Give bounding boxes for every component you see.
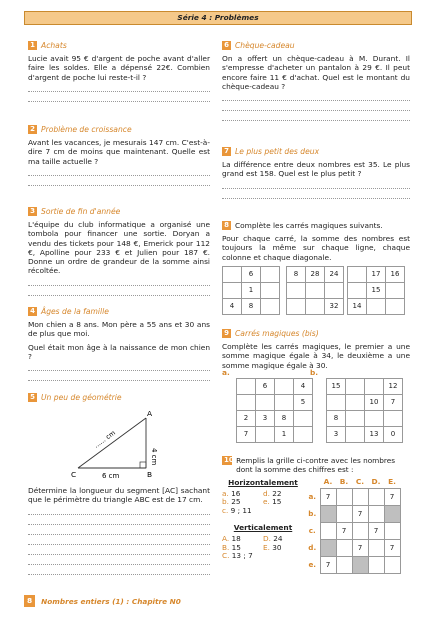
empty-cell[interactable]: [223, 282, 242, 298]
exercise-number: 6: [222, 41, 231, 50]
answer-line[interactable]: [28, 525, 210, 535]
empty-cell[interactable]: [287, 282, 306, 298]
answer-line[interactable]: [28, 92, 210, 102]
given-cell: 7: [384, 488, 400, 505]
clue-key: A.: [222, 534, 230, 544]
empty-cell[interactable]: [367, 298, 386, 314]
empty-cell[interactable]: [365, 410, 384, 426]
empty-cell[interactable]: [306, 282, 325, 298]
row-label: d.: [308, 543, 317, 552]
blocked-cell: [352, 556, 368, 573]
triangle-figure: [28, 404, 210, 482]
square-row: [237, 378, 313, 394]
clue-value: 15: [269, 497, 282, 507]
empty-cell[interactable]: [365, 378, 384, 394]
row-label: c.: [308, 526, 316, 535]
exercise-text: Pour chaque carré, la somme des nombres est toujours la même sur chaque ligne, chaque colonne et chaque diagonale.: [222, 234, 410, 262]
clue-value: 16: [228, 489, 241, 498]
empty-cell[interactable]: [348, 282, 367, 298]
clue: [263, 498, 304, 506]
answer-line[interactable]: [28, 286, 210, 296]
answer-line[interactable]: [28, 555, 210, 565]
empty-cell[interactable]: [346, 394, 365, 410]
exercise-6: [222, 40, 410, 121]
empty-cell[interactable]: [320, 522, 336, 539]
empty-cell[interactable]: [336, 539, 352, 556]
grid-row: [308, 522, 400, 539]
chapter-title: Nombres entiers (1) : Chapitre N0: [41, 596, 181, 606]
given-cell: 4: [294, 378, 313, 394]
square-row: [237, 394, 313, 410]
square-row: [287, 298, 344, 314]
exercise-number: 2: [28, 125, 37, 134]
given-cell: 7: [237, 426, 256, 442]
clue-key: C.: [222, 551, 230, 561]
label-b: b.: [310, 367, 319, 377]
empty-cell[interactable]: [294, 426, 313, 442]
exercise-title: Un peu de géométrie: [41, 392, 122, 402]
exercise-8: [222, 220, 410, 326]
magic-squares-row: [222, 266, 410, 326]
empty-cell[interactable]: [348, 266, 367, 282]
clue: [263, 507, 304, 515]
empty-cell[interactable]: [346, 410, 365, 426]
exercise-number: 7: [222, 147, 231, 156]
given-cell: 7: [320, 556, 336, 573]
horizontal-clues-title: Horizontalement: [228, 478, 298, 487]
answer-line[interactable]: [28, 515, 210, 525]
clue: [263, 552, 304, 560]
vertical-clues: [222, 535, 304, 560]
given-cell: 1: [275, 426, 294, 442]
magic-square-a: [236, 378, 313, 443]
empty-cell[interactable]: [368, 556, 384, 573]
clue: [222, 507, 263, 515]
given-cell: 13: [365, 426, 384, 442]
square-row: [223, 282, 280, 298]
crossnumber-grid: [308, 476, 401, 574]
empty-cell[interactable]: [237, 378, 256, 394]
right-angle-mark: [140, 462, 146, 468]
answer-line[interactable]: [28, 545, 210, 555]
square-row: [327, 426, 403, 442]
clue-key: D.: [263, 534, 271, 544]
given-cell: 1: [242, 282, 261, 298]
blocked-cell: [320, 539, 336, 556]
empty-cell[interactable]: [346, 426, 365, 442]
exercise-7: [222, 146, 410, 199]
clue-key: c.: [222, 505, 229, 515]
empty-cell[interactable]: [223, 266, 242, 282]
given-cell: 7: [384, 539, 400, 556]
empty-cell[interactable]: [346, 378, 365, 394]
square-row: [348, 266, 405, 282]
given-cell: 5: [294, 394, 313, 410]
empty-cell[interactable]: [306, 298, 325, 314]
empty-cell[interactable]: [294, 410, 313, 426]
grid-row: [308, 505, 400, 522]
empty-cell[interactable]: [325, 282, 344, 298]
exercise-number: 9: [222, 329, 231, 338]
empty-cell[interactable]: [336, 556, 352, 573]
exercise-title: Sortie de fin d'année: [41, 206, 121, 216]
row-label: e.: [308, 560, 317, 569]
clue-value: 9 ; 11: [228, 505, 252, 515]
empty-cell[interactable]: [386, 282, 405, 298]
answer-line[interactable]: [222, 101, 410, 111]
clue-key: a.: [222, 489, 229, 498]
column-label: C.: [355, 477, 365, 487]
clue: [263, 544, 304, 552]
label-a: a.: [222, 367, 230, 377]
exercise-text: Mon chien a 8 ans. Mon père a 55 ans et 30 ans de plus que moi.: [28, 320, 210, 339]
given-cell: 12: [384, 378, 403, 394]
answer-line[interactable]: [28, 535, 210, 545]
empty-cell[interactable]: [368, 505, 384, 522]
square-row: [237, 426, 313, 442]
column-label: A.: [323, 477, 333, 487]
empty-cell[interactable]: [386, 298, 405, 314]
given-cell: 3: [256, 410, 275, 426]
given-cell: 15: [367, 282, 386, 298]
blocked-cell: [384, 505, 400, 522]
exercise-title: Carrés magiques (bis): [235, 328, 319, 338]
clue-value: 22: [269, 489, 282, 498]
clue-key: B.: [222, 542, 230, 552]
empty-cell[interactable]: [352, 522, 368, 539]
answer-line[interactable]: [28, 565, 210, 575]
exercise-question: Quel était mon âge à la naissance de mon chien ?: [28, 342, 210, 361]
given-cell: 7: [352, 505, 368, 522]
exercise-text: L'équipe du club informatique a organisé une tombola pour financer une sortie. Doryan a vendu des tickets pour 148 €, Emerick pour 112 €, Apolline pour 233 € et Julien pour 187 €. Donne un ordre de grandeur de la somme ainsi récoltée.: [28, 220, 210, 276]
vertex-b-label: B: [147, 470, 153, 479]
exercise-title: Chèque-cadeau: [235, 40, 295, 50]
given-cell: 7: [384, 394, 403, 410]
given-cell: 4: [223, 298, 242, 314]
answer-line[interactable]: [28, 166, 210, 176]
magic-square-b: [326, 378, 403, 443]
exercise-2: [28, 124, 210, 186]
given-cell: 0: [384, 426, 403, 442]
empty-cell[interactable]: [352, 488, 368, 505]
given-cell: 8: [242, 298, 261, 314]
clue-value: 30: [269, 542, 282, 552]
answer-line[interactable]: [28, 371, 210, 381]
answer-line[interactable]: [222, 91, 410, 101]
empty-cell[interactable]: [261, 298, 280, 314]
given-cell: 16: [386, 266, 405, 282]
given-cell: 6: [242, 266, 261, 282]
vertex-c-label: C: [71, 470, 77, 479]
empty-cell[interactable]: [368, 488, 384, 505]
square-row: [348, 282, 405, 298]
crossnumber-area: [222, 474, 410, 594]
clue-key: b.: [222, 497, 229, 507]
magic-squares-bis-row: [222, 367, 410, 452]
square-row: [223, 266, 280, 282]
clue: [222, 552, 263, 560]
given-cell: 32: [325, 298, 344, 314]
exercise-title: Le plus petit des deux: [235, 146, 320, 156]
given-cell: 6: [256, 378, 275, 394]
vertical-clues-title: Verticalement: [233, 523, 293, 533]
empty-cell[interactable]: [256, 426, 275, 442]
empty-cell[interactable]: [256, 394, 275, 410]
column-label: D.: [371, 477, 381, 487]
grid-row: [308, 488, 400, 505]
exercise-9: [222, 328, 410, 452]
length-ab-label: 4 cm: [150, 448, 158, 466]
given-cell: 7: [320, 488, 336, 505]
exercise-1: [28, 40, 210, 102]
given-cell: 10: [365, 394, 384, 410]
clue-value: 24: [270, 534, 283, 544]
answer-line[interactable]: [28, 505, 210, 515]
segment-ac: [78, 418, 146, 468]
vertex-a-label: A: [147, 409, 153, 418]
empty-cell[interactable]: [275, 378, 294, 394]
clue-key: d.: [263, 489, 270, 498]
exercise-title: Achats: [41, 40, 67, 50]
square-row: [237, 410, 313, 426]
page-footer: [24, 594, 412, 608]
given-cell: 3: [327, 426, 346, 442]
empty-cell[interactable]: [261, 266, 280, 282]
square-row: [287, 282, 344, 298]
exercise-number: 1: [28, 41, 37, 50]
magic-square-1: [222, 266, 280, 315]
square-row: [327, 410, 403, 426]
square-row: [287, 266, 344, 282]
clue-value: 15: [229, 542, 241, 552]
grid-row: [308, 539, 400, 556]
square-row: [327, 378, 403, 394]
series-header: Série 4 : Problèmes: [24, 11, 412, 25]
exercise-number: 10: [224, 456, 234, 464]
answer-line[interactable]: [28, 176, 210, 186]
answer-line[interactable]: [222, 179, 410, 189]
clue-key: e.: [263, 497, 270, 507]
empty-cell[interactable]: [327, 394, 346, 410]
exercise-4: [28, 306, 210, 381]
given-cell: 7: [336, 522, 352, 539]
exercise-number: 4: [28, 307, 37, 316]
empty-cell[interactable]: [384, 556, 400, 573]
grid-corner: [308, 476, 320, 488]
given-cell: 17: [367, 266, 386, 282]
given-cell: 28: [306, 266, 325, 282]
exercise-title: Complète les carrés magiques suivants.: [235, 220, 383, 230]
row-label: a.: [308, 492, 317, 501]
answer-line[interactable]: [222, 111, 410, 121]
exercise-3: [28, 206, 210, 296]
given-cell: 8: [287, 266, 306, 282]
blocked-cell: [320, 505, 336, 522]
exercise-text: Lucie avait 95 € d'argent de poche avant d'aller faire les soldes. Elle a dépensé 22€. Combien d'argent de poche lui reste-t-il ?: [28, 54, 210, 82]
clues: [222, 478, 304, 560]
exercise-text: Détermine la longueur du segment [AC] sachant que le périmètre du triangle ABC est de 17 cm.: [28, 486, 210, 505]
length-ac-label: ...... cm: [92, 428, 117, 450]
given-cell: 7: [352, 539, 368, 556]
empty-cell[interactable]: [237, 394, 256, 410]
grid-row: [308, 556, 400, 573]
given-cell: 2: [237, 410, 256, 426]
column-label: B.: [339, 477, 349, 487]
empty-cell[interactable]: [287, 298, 306, 314]
answer-line[interactable]: [222, 189, 410, 199]
empty-cell[interactable]: [275, 394, 294, 410]
clue-value: 25: [228, 497, 241, 507]
magic-square-2: [286, 266, 344, 315]
exercise-10: [222, 456, 410, 594]
given-cell: 8: [327, 410, 346, 426]
answer-line[interactable]: [28, 361, 210, 371]
length-cb-label: 6 cm: [102, 472, 120, 480]
exercise-number: 5: [28, 393, 37, 402]
exercise-5: [28, 392, 210, 575]
exercise-title: Problème de croissance: [41, 124, 132, 134]
given-cell: 15: [327, 378, 346, 394]
horizontal-clues: [222, 490, 304, 515]
clue-value: 13 ; 7: [229, 551, 253, 561]
empty-cell[interactable]: [384, 522, 400, 539]
given-cell: 14: [348, 298, 367, 314]
column-label: E.: [388, 477, 396, 487]
square-row: [348, 298, 405, 314]
clue-key: E.: [263, 542, 270, 552]
square-row: [327, 394, 403, 410]
clue-value: 18: [229, 534, 241, 544]
given-cell: 24: [325, 266, 344, 282]
exercise-text: Avant les vacances, je mesurais 147 cm. C'est-à-dire 7 cm de moins que maintenant. Quelle est ma taille actuelle ?: [28, 138, 210, 166]
exercise-title: Remplis la grille ci-contre avec les nombres dont la somme des chiffres est :: [236, 456, 396, 474]
exercise-text: Complète les carrés magiques, le premier a une somme magique égale à 34, le deuxième a une somme magique égale à 30.: [222, 342, 410, 370]
answer-line[interactable]: [28, 82, 210, 92]
exercise-text: On a offert un chèque-cadeau à M. Durant. Il s'empresse d'acheter un pantalon à 29 €. Il peut encore faire 11 € d'achat. Quel est le montant du chèque-cadeau ?: [222, 54, 410, 91]
given-cell: 8: [275, 410, 294, 426]
square-row: [223, 298, 280, 314]
exercise-title: Âges de la famille: [41, 306, 109, 316]
empty-cell[interactable]: [368, 539, 384, 556]
empty-cell[interactable]: [384, 410, 403, 426]
magic-square-3: [347, 266, 405, 315]
empty-cell[interactable]: [336, 505, 352, 522]
exercise-number: 3: [28, 207, 37, 216]
empty-cell[interactable]: [336, 488, 352, 505]
exercise-text: La différence entre deux nombres est 35. Le plus grand est 158. Quel est le plus petit ?: [222, 160, 410, 179]
exercise-number: 8: [222, 221, 231, 230]
empty-cell[interactable]: [261, 282, 280, 298]
row-label: b.: [308, 509, 317, 518]
answer-line[interactable]: [28, 276, 210, 286]
given-cell: 7: [368, 522, 384, 539]
page-number: 8: [24, 595, 35, 607]
